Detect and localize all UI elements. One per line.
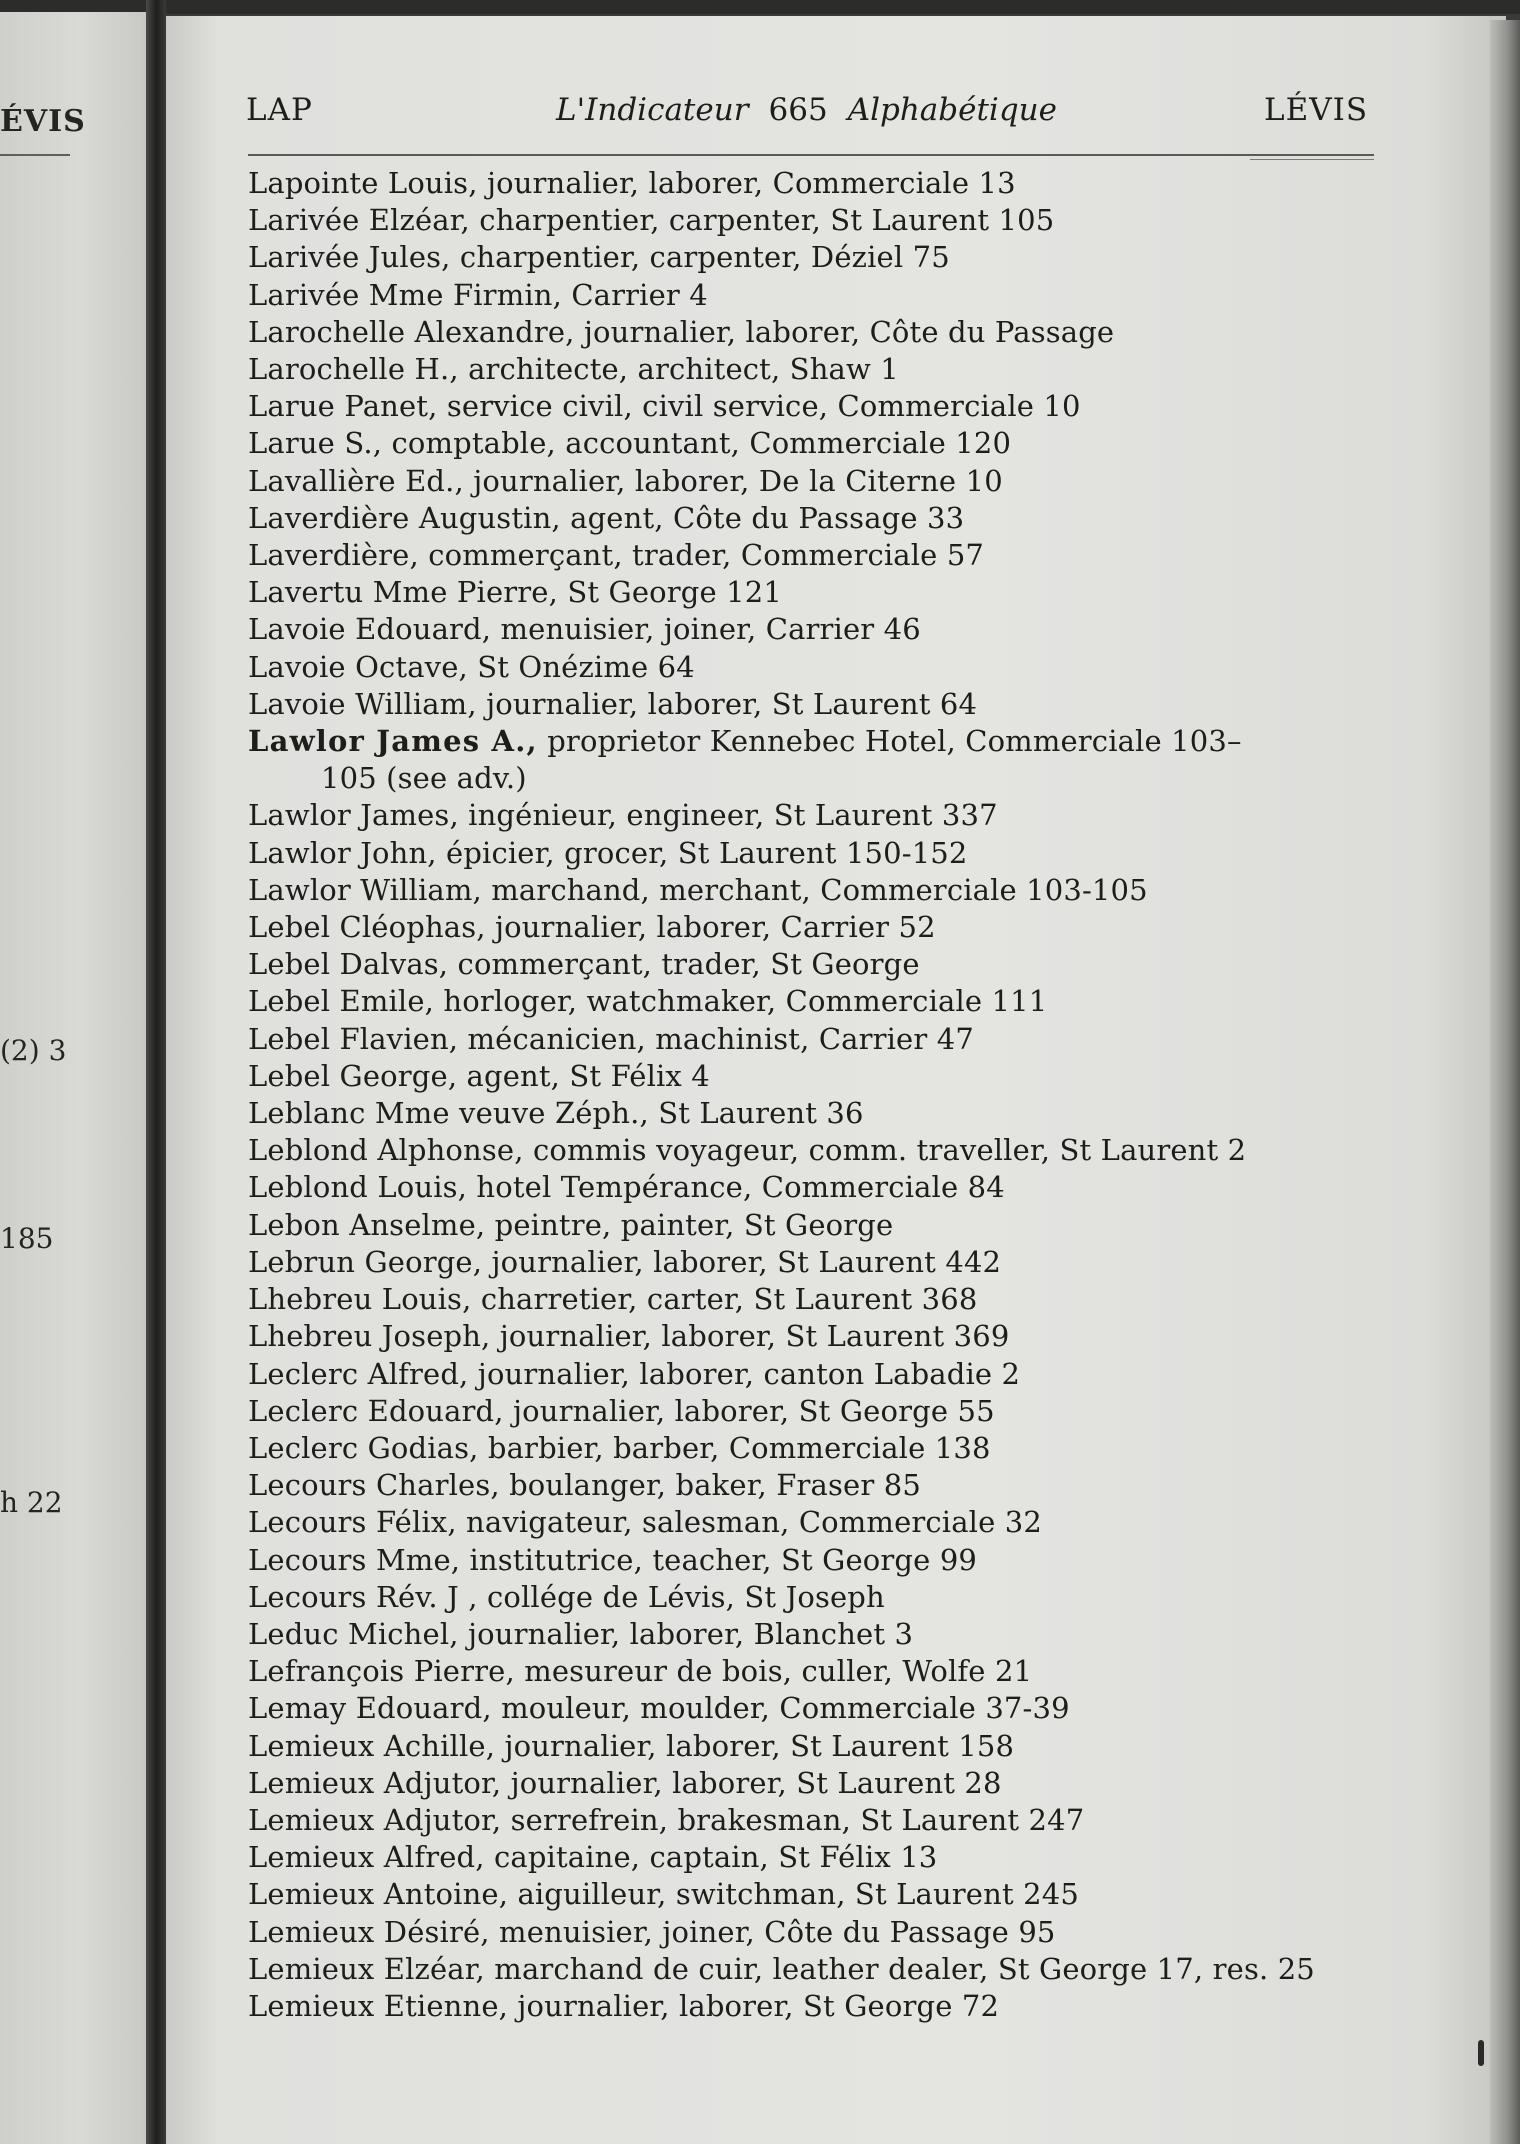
entry-details: journalier, laborer, St Laurent 442 [482,1244,1002,1279]
directory-entry [248,1207,1388,1244]
directory-entry [248,165,1388,202]
directory-entry [248,797,1388,834]
entry-details: institutrice, teacher, St George 99 [460,1542,978,1577]
directory-entry [248,1988,1388,2025]
directory-listing [248,165,1388,2025]
entry-details: capitaine, captain, St Félix 13 [484,1840,938,1875]
entry-name: Lemieux Elzéar, [248,1951,485,1986]
directory-entry [248,1690,1388,1727]
directory-entry [248,835,1388,872]
directory-entry [248,983,1388,1020]
entry-details: journalier, laborer, St Laurent 158 [495,1728,1015,1763]
entry-details: proprietor Kennebec Hotel, Commerciale 103– [537,724,1242,759]
directory-entry [248,463,1388,500]
directory-entry [248,1281,1388,1318]
directory-entry [248,314,1388,351]
directory-entry [248,388,1388,425]
entry-details: épicier, grocer, St Laurent 150-152 [436,835,968,870]
entry-name: Lecours Charles, [248,1468,500,1503]
book-gutter [146,0,166,2144]
entry-name: Lebel Cléophas, [248,910,486,945]
entry-name: Larochelle H., [248,352,459,387]
entry-details: menuisier, joiner, Côte du Passage 95 [489,1914,1056,1949]
entry-name: Lefrançois Pierre, [248,1654,515,1689]
entry-details: ingénieur, engineer, St Laurent 337 [458,798,998,833]
entry-name: Lhebreu Joseph, [248,1319,491,1354]
directory-entry [248,1169,1388,1206]
header-rule [248,154,1374,156]
entry-details: journalier, laborer, St Laurent 28 [501,1765,1002,1800]
entry-details: boulanger, baker, Fraser 85 [499,1468,921,1503]
entry-details: hotel Tempérance, Commerciale 84 [467,1170,1005,1205]
entry-details: commerçant, trader, St George [448,947,920,982]
entry-name: Lebel Dalvas, [248,947,449,982]
entry-details: horloger, watchmaker, Commerciale 111 [434,984,1048,1019]
entry-details: journalier, laborer, St George 72 [508,1988,1000,2023]
entry-details: commis voyageur, comm. traveller, St Laurent 2 [523,1133,1247,1168]
entry-details: journalier, laborer, Carrier 52 [485,910,936,945]
entry-details: charretier, carter, St Laurent 368 [471,1282,978,1317]
entry-details: service civil, civil service, Commerciale 10 [437,389,1081,424]
entry-details: agent, Côte du Passage 33 [560,500,965,535]
scan-top-edge [0,0,1520,14]
entry-name: Lebel Emile, [248,984,435,1019]
entry-details: navigateur, salesman, Commerciale 32 [456,1505,1042,1540]
entry-name: Lhebreu Louis, [248,1282,472,1317]
directory-entry [248,277,1388,314]
entry-details: charpentier, carpenter, St Laurent 105 [469,203,1055,238]
entry-name: Larivée Jules, [248,240,451,275]
publication-subtitle: Alphabétique [847,92,1057,128]
entry-name: Larochelle Alexandre, [248,314,575,349]
facing-page-fragment: (2) 3 [0,1034,67,1067]
page-number: 665 [768,92,828,128]
entry-details: peintre, painter, St George [485,1207,894,1242]
entry-details: journalier, laborer, St George 55 [503,1393,995,1428]
entry-name: Leblond Alphonse, [248,1133,524,1168]
entry-name: Laverdière, [248,538,419,573]
entry-details: barbier, barber, Commerciale 138 [478,1430,991,1465]
entry-name: Lebel Flavien, [248,1021,459,1056]
directory-entry [248,1802,1388,1839]
directory-entry [248,1244,1388,1281]
directory-entry [248,909,1388,946]
entry-details: Carrier 4 [561,277,708,312]
entry-name: Lemieux Achille, [248,1728,496,1763]
facing-page-header: ÉVIS [0,104,86,139]
directory-entry [248,1021,1388,1058]
entry-name: Lemieux Désiré, [248,1914,490,1949]
directory-entry [248,1765,1388,1802]
entry-details: journalier, laborer, canton Labadie 2 [468,1356,1021,1391]
directory-entry [248,723,1388,760]
entry-name: Leduc Michel, [248,1616,459,1651]
directory-entry [248,1653,1388,1690]
entry-name: Lecours Félix, [248,1505,457,1540]
entry-name: Lavallière Ed., [248,463,464,498]
directory-entry [248,239,1388,276]
entry-name: Lecours Rév. J , [248,1579,478,1614]
entry-name: Lawlor John, [248,835,437,870]
entry-name: Lecours Mme, [248,1542,461,1577]
directory-entry [248,1914,1388,1951]
header-rule-secondary [1250,159,1374,160]
entry-details: journalier, laborer, St Laurent 64 [476,686,978,721]
entry-name: Lawlor James, [248,798,459,833]
directory-entry [248,1393,1388,1430]
entry-details: collége de Lévis, St Joseph [477,1579,885,1614]
running-head-left: LAP [246,92,313,128]
entry-name: Leclerc Edouard, [248,1393,504,1428]
page-edge-mark [1478,2040,1484,2066]
entry-name: Lavoie Edouard, [248,612,492,647]
entry-details: charpentier, carpenter, Déziel 75 [450,240,950,275]
directory-entry [248,1951,1388,1988]
entry-details: aiguilleur, switchman, St Laurent 245 [508,1877,1079,1912]
entry-details: marchand, merchant, Commerciale 103-105 [481,872,1148,907]
directory-entry [248,649,1388,686]
entry-details: journalier, laborer, De la Citerne 10 [463,463,1003,498]
entry-name: Leclerc Godias, [248,1430,479,1465]
entry-details: journalier, laborer, Blanchet 3 [458,1616,914,1651]
directory-entry [248,686,1388,723]
directory-entry [248,872,1388,909]
entry-details: comptable, accountant, Commerciale 120 [382,426,1012,461]
facing-page-fragment: h 22 [0,1486,63,1519]
entry-name: Larivée Elzéar, [248,203,470,238]
directory-entry [248,1318,1388,1355]
directory-entry [248,425,1388,462]
directory-entry [248,574,1388,611]
entry-name: Larue Panet, [248,389,438,424]
entry-details: St George 121 [557,575,782,610]
facing-page-fragment: 185 [0,1222,54,1255]
directory-entry [248,1616,1388,1653]
directory-entry [248,1132,1388,1169]
page-edge-shadow [1490,20,1520,2144]
directory-entry [248,1058,1388,1095]
entry-name: Leblond Louis, [248,1170,468,1205]
entry-name: Lemieux Adjutor, [248,1802,502,1837]
entry-details: serrefrein, brakesman, St Laurent 247 [501,1802,1085,1837]
entry-name: Lemieux Alfred, [248,1840,485,1875]
entry-details: St Laurent 36 [648,1096,864,1131]
directory-entry [248,202,1388,239]
entry-name: Lawlor William, [248,872,482,907]
facing-page-rule [0,154,70,156]
directory-entry [248,1467,1388,1504]
entry-details: commerçant, trader, Commerciale 57 [418,538,985,573]
directory-entry [248,1839,1388,1876]
entry-details: menuisier, joiner, Carrier 46 [491,612,921,647]
entry-details: mouleur, moulder, Commerciale 37-39 [491,1691,1070,1726]
entry-name: Leblanc Mme veuve Zéph., [248,1096,649,1131]
entry-name: Laverdière Augustin, [248,500,561,535]
entry-details: architecte, architect, Shaw 1 [458,352,899,387]
entry-name: Lavertu Mme Pierre, [248,575,558,610]
entry-name: Larivée Mme Firmin, [248,277,562,312]
directory-entry [248,1504,1388,1541]
entry-name: Lawlor James A., [248,724,538,759]
directory-entry [248,946,1388,983]
entry-name: Lemieux Antoine, [248,1877,509,1912]
entry-name: Lemieux Etienne, [248,1988,509,2023]
directory-entry [248,351,1388,388]
directory-entry [248,1542,1388,1579]
directory-entry [248,1356,1388,1393]
directory-entry [248,1876,1388,1913]
directory-entry [248,537,1388,574]
publication-title: L'Indicateur [556,92,749,128]
entry-details: journalier, laborer, Commerciale 13 [477,166,1016,200]
entry-name: Lebon Anselme, [248,1207,486,1242]
directory-entry [248,1728,1388,1765]
entry-details: marchand de cuir, leather dealer, St George 17, res. 25 [484,1951,1315,1986]
entry-details: journalier, laborer, St Laurent 369 [490,1319,1010,1354]
entry-details: mesureur de bois, culler, Wolfe 21 [514,1654,1033,1689]
entry-name: Lemay Edouard, [248,1691,492,1726]
entry-details: agent, St Félix 4 [457,1058,710,1093]
entry-name: Larue S., [248,426,383,461]
entry-name: Lapointe Louis, [248,166,478,200]
entry-details: mécanicien, machinist, Carrier 47 [458,1021,974,1056]
directory-entry [248,500,1388,537]
entry-name: Lebrun George, [248,1244,483,1279]
entry-name: Lavoie William, [248,686,477,721]
entry-name: Lemieux Adjutor, [248,1765,502,1800]
directory-entry [248,1430,1388,1467]
entry-details: journalier, laborer, Côte du Passage [574,314,1115,349]
facing-page-edge [0,12,146,2144]
directory-entry [248,611,1388,648]
running-head-center [556,92,1057,128]
entry-details: St Onézime 64 [467,649,695,684]
entry-name: Leclerc Alfred, [248,1356,469,1391]
directory-entry [248,1095,1388,1132]
running-head-right: LÉVIS [1264,92,1369,128]
directory-entry-continuation [248,760,1388,797]
entry-details: 105 (see adv.) [321,761,527,796]
directory-entry [248,1579,1388,1616]
entry-name: Lavoie Octave, [248,649,468,684]
entry-name: Lebel George, [248,1058,458,1093]
